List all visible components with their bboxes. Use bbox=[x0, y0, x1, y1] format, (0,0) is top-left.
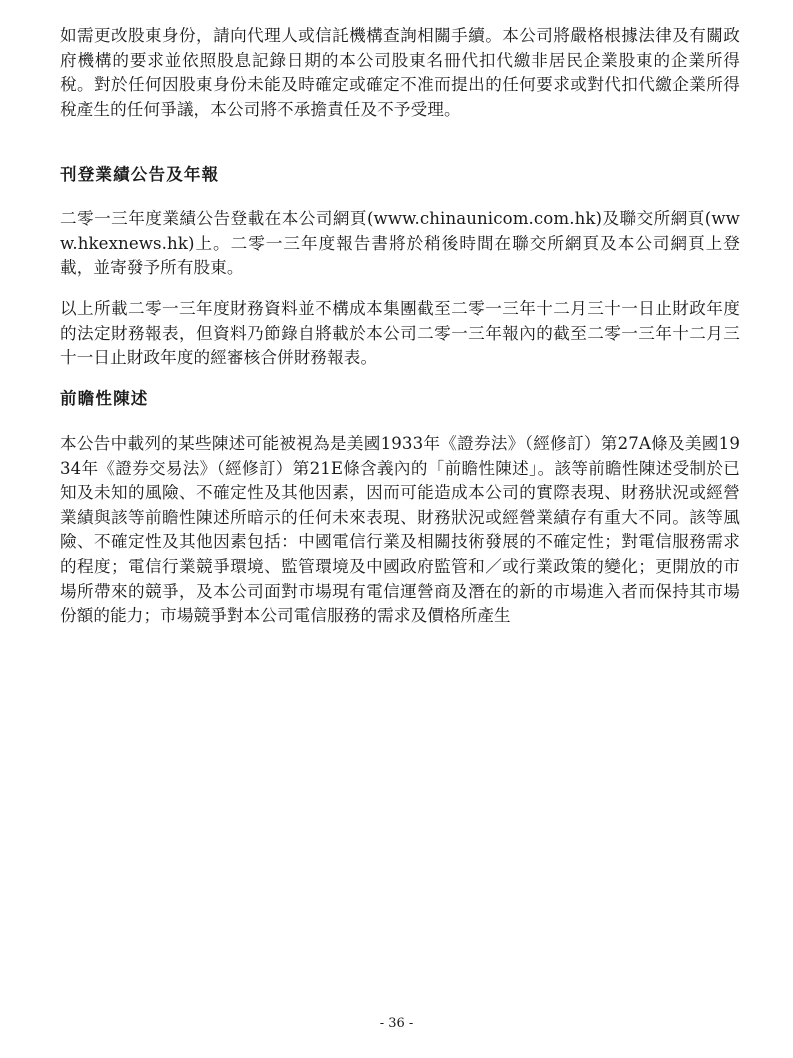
paragraph-forward-looking-statements: 本公告中載列的某些陳述可能被視為是美國1933年《證券法》（經修訂）第27A條及美國1934年《證券交易法》（經修訂）第21E條含義內的「前瞻性陳述」。該等前瞻性陳述受制於已知及未知的風險、不確定性及其他因素，因而可能造成本公司的實際表現、財務狀況或經營業績與該等前瞻性陳述所暗示的任何未來表現、財務狀況或經營業績存有重大不同。該等風險、不確定性及其他因素包括：中國電信行業及相關技術發展的不確定性；對電信服務需求的程度；電信行業競爭環境、監管環境及中國政府監管和／或行業政策的變化；更開放的市場所帶來的競爭，及本公司面對市場現有電信運營商及潛在的新的市場進入者而保持其市場份額的能力；市場競爭對本公司電信服務的需求及價格所產生 bbox=[60, 434, 740, 626]
paragraph-results-announcement: 二零一三年度業績公告登載在本公司網頁(www.chinaunicom.com.hk)及聯交所網頁(www.hkexnews.hk)上。二零一三年度報告書將於稍後時間在聯交所網頁及本公司網頁上登載，並寄發予所有股東。 bbox=[60, 209, 740, 278]
paragraph-shareholder-identity: 如需更改股東身份，請向代理人或信託機構查詢相關手續。本公司將嚴格根據法律及有關政府機構的要求並依照股息記錄日期的本公司股東名冊代扣代繳非居民企業股東的企業所得稅。對於任何因股東身份未能及時確定或確定不准而提出的任何要求或對代扣代繳企業所得稅產生的任何爭議，本公司將不承擔責任及不予受理。 bbox=[60, 26, 740, 119]
page-number: - 36 - bbox=[379, 1016, 414, 1031]
paragraph-financial-information: 以上所載二零一三年度財務資料並不構成本集團截至二零一三年十二月三十一日止財政年度的法定財務報表，但資料乃節錄自將載於本公司二零一三年報內的截至二零一三年十二月三十一日止財政年度的經審核合併財務報表。 bbox=[60, 299, 740, 368]
heading-publication-of-results: 刊登業績公告及年報 bbox=[60, 165, 220, 184]
heading-forward-looking-statements: 前瞻性陳述 bbox=[60, 389, 149, 408]
